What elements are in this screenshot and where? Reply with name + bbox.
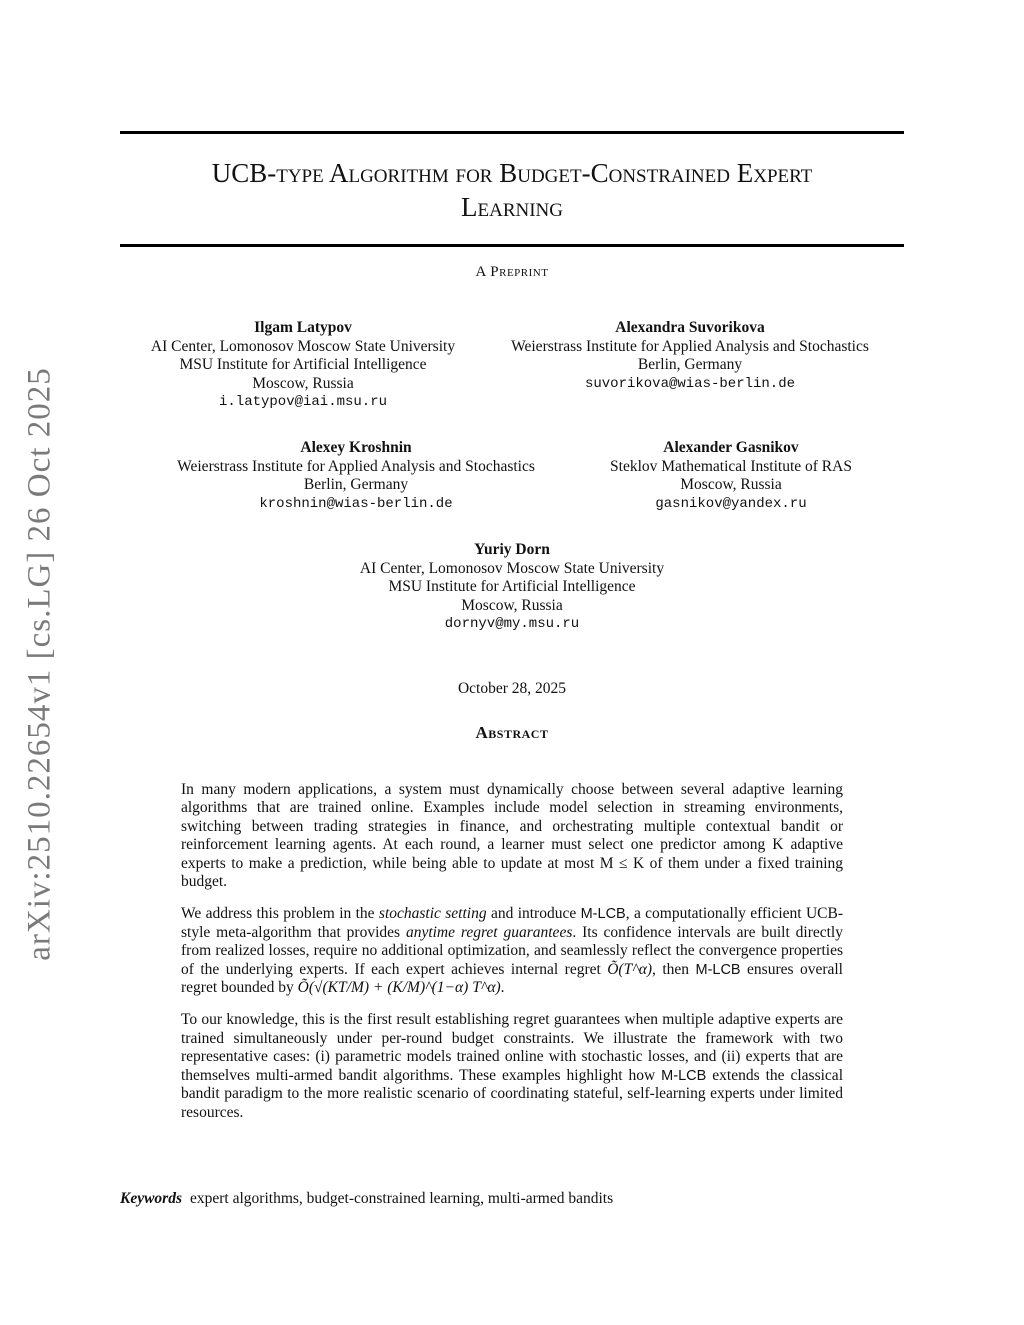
author-block <box>610 439 852 513</box>
title-bottom-rule <box>120 244 904 247</box>
author-location: Berlin, Germany <box>303 476 409 493</box>
author-affiliation: Steklov Mathematical Institute of RAS <box>610 457 852 475</box>
author-affiliation: Weierstrass Institute for Applied Analysis and Stochastics <box>511 337 869 355</box>
author-block <box>177 439 535 513</box>
abstract-paragraph-3 <box>181 1011 843 1121</box>
author-name: Alexey Kroshnin <box>300 439 412 456</box>
abstract-body <box>181 781 843 1136</box>
emphasis-text: anytime regret guarantees <box>405 923 573 941</box>
keywords-line <box>120 1190 613 1208</box>
title-line-2: Learning <box>461 192 563 222</box>
abstract-paragraph-1: In many modern applications, a system must dynamically choose between several adaptive learning algorithms that are trained online. Examples include model selection in streaming environments, switching between trading strategies in finance, and orchestrating multiple contextual bandit or reinforcement learning agents. At each round, a learner must select one predictor among K adaptive experts to make a prediction, while being able to update at most M ≤ K of them under a fixed training budget. <box>181 781 843 891</box>
author-email[interactable]: suvorikova@wias-berlin.de <box>584 375 796 392</box>
arxiv-identifier-stamp: arXiv:2510.22654v1 [cs.LG] 26 Oct 2025 <box>21 367 58 961</box>
abstract-text: To our knowledge, this is the first result establishing regret guarantees when multiple adaptive experts are trained simultaneously under per-round budget constraints. We illustrate the framework with two representative cases: (i) parametric models trained online with stochastic losses, and (ii) experts that are themselves multi-armed bandit algorithms. These examples highlight how <box>181 1011 843 1084</box>
author-location: Moscow, Russia <box>680 476 782 493</box>
abstract-text: extends the classical bandit paradigm to the more realistic scenario of coordinating stateful, self-learning experts under limited resources. <box>181 1066 843 1121</box>
author-name: Ilgam Latypov <box>254 319 352 336</box>
title-line-1: UCB-type Algorithm for Budget-Constrained Expert <box>211 158 813 188</box>
author-email[interactable]: i.latypov@iai.msu.ru <box>218 394 388 410</box>
abstract-text: and introduce <box>486 905 581 923</box>
math-regret-bound: Õ(√(KT/M) + (K/M)^(1−α) T^α) <box>297 979 501 997</box>
author-location: Moscow, Russia <box>252 374 354 392</box>
paper-title <box>120 156 904 224</box>
author-block <box>511 319 869 393</box>
author-affiliation: MSU Institute for Artificial Intelligence <box>388 578 636 595</box>
author-email[interactable]: kroshnin@wias-berlin.de <box>259 495 453 512</box>
keywords-text: expert algorithms, budget-constrained learning, multi-armed bandits <box>190 1190 614 1207</box>
author-block <box>360 541 664 634</box>
abstract-text: . <box>500 979 505 997</box>
author-location: Berlin, Germany <box>637 356 743 373</box>
abstract-paragraph-2 <box>181 905 843 997</box>
keywords-label: Keywords <box>120 1190 182 1207</box>
algorithm-name: M-LCB <box>580 906 626 923</box>
author-location: Moscow, Russia <box>461 596 563 614</box>
abstract-text: , a computationally efficient UCB-style meta-algorithm that provides <box>181 905 843 941</box>
abstract-text: We address this problem in the <box>181 905 379 923</box>
author-affiliation: Weierstrass Institute for Applied Analysis and Stochastics <box>177 457 535 475</box>
algorithm-name: M-LCB <box>695 961 741 978</box>
algorithm-name: M-LCB <box>661 1067 707 1084</box>
abstract-heading: Abstract <box>475 723 549 742</box>
author-affiliation: MSU Institute for Artificial Intelligence <box>179 356 427 373</box>
author-email[interactable]: dornyv@my.msu.ru <box>444 616 580 632</box>
emphasis-text: stochastic setting <box>378 905 487 923</box>
title-top-rule <box>120 131 904 134</box>
author-name: Alexandra Suvorikova <box>615 319 765 336</box>
author-affiliation: AI Center, Lomonosov Moscow State University <box>150 337 456 355</box>
author-name: Alexander Gasnikov <box>663 439 799 456</box>
abstract-text: , then <box>652 960 696 978</box>
author-email[interactable]: gasnikov@yandex.ru <box>655 495 807 512</box>
abstract-text: ensures overall regret bounded by <box>181 960 843 997</box>
publication-date: October 28, 2025 <box>457 680 567 697</box>
math-internal-regret: Õ(T^α) <box>607 960 653 978</box>
author-block <box>151 319 455 412</box>
abstract-text: . Its confidence intervals are built directly from realized losses, require no additional optimization, and seamlessly reflect the convergence properties of the underlying experts. If each expert achieves internal regret <box>181 923 843 978</box>
author-affiliation: AI Center, Lomonosov Moscow State University <box>359 559 665 577</box>
preprint-label: A Preprint <box>475 264 549 280</box>
author-name: Yuriy Dorn <box>474 541 550 558</box>
